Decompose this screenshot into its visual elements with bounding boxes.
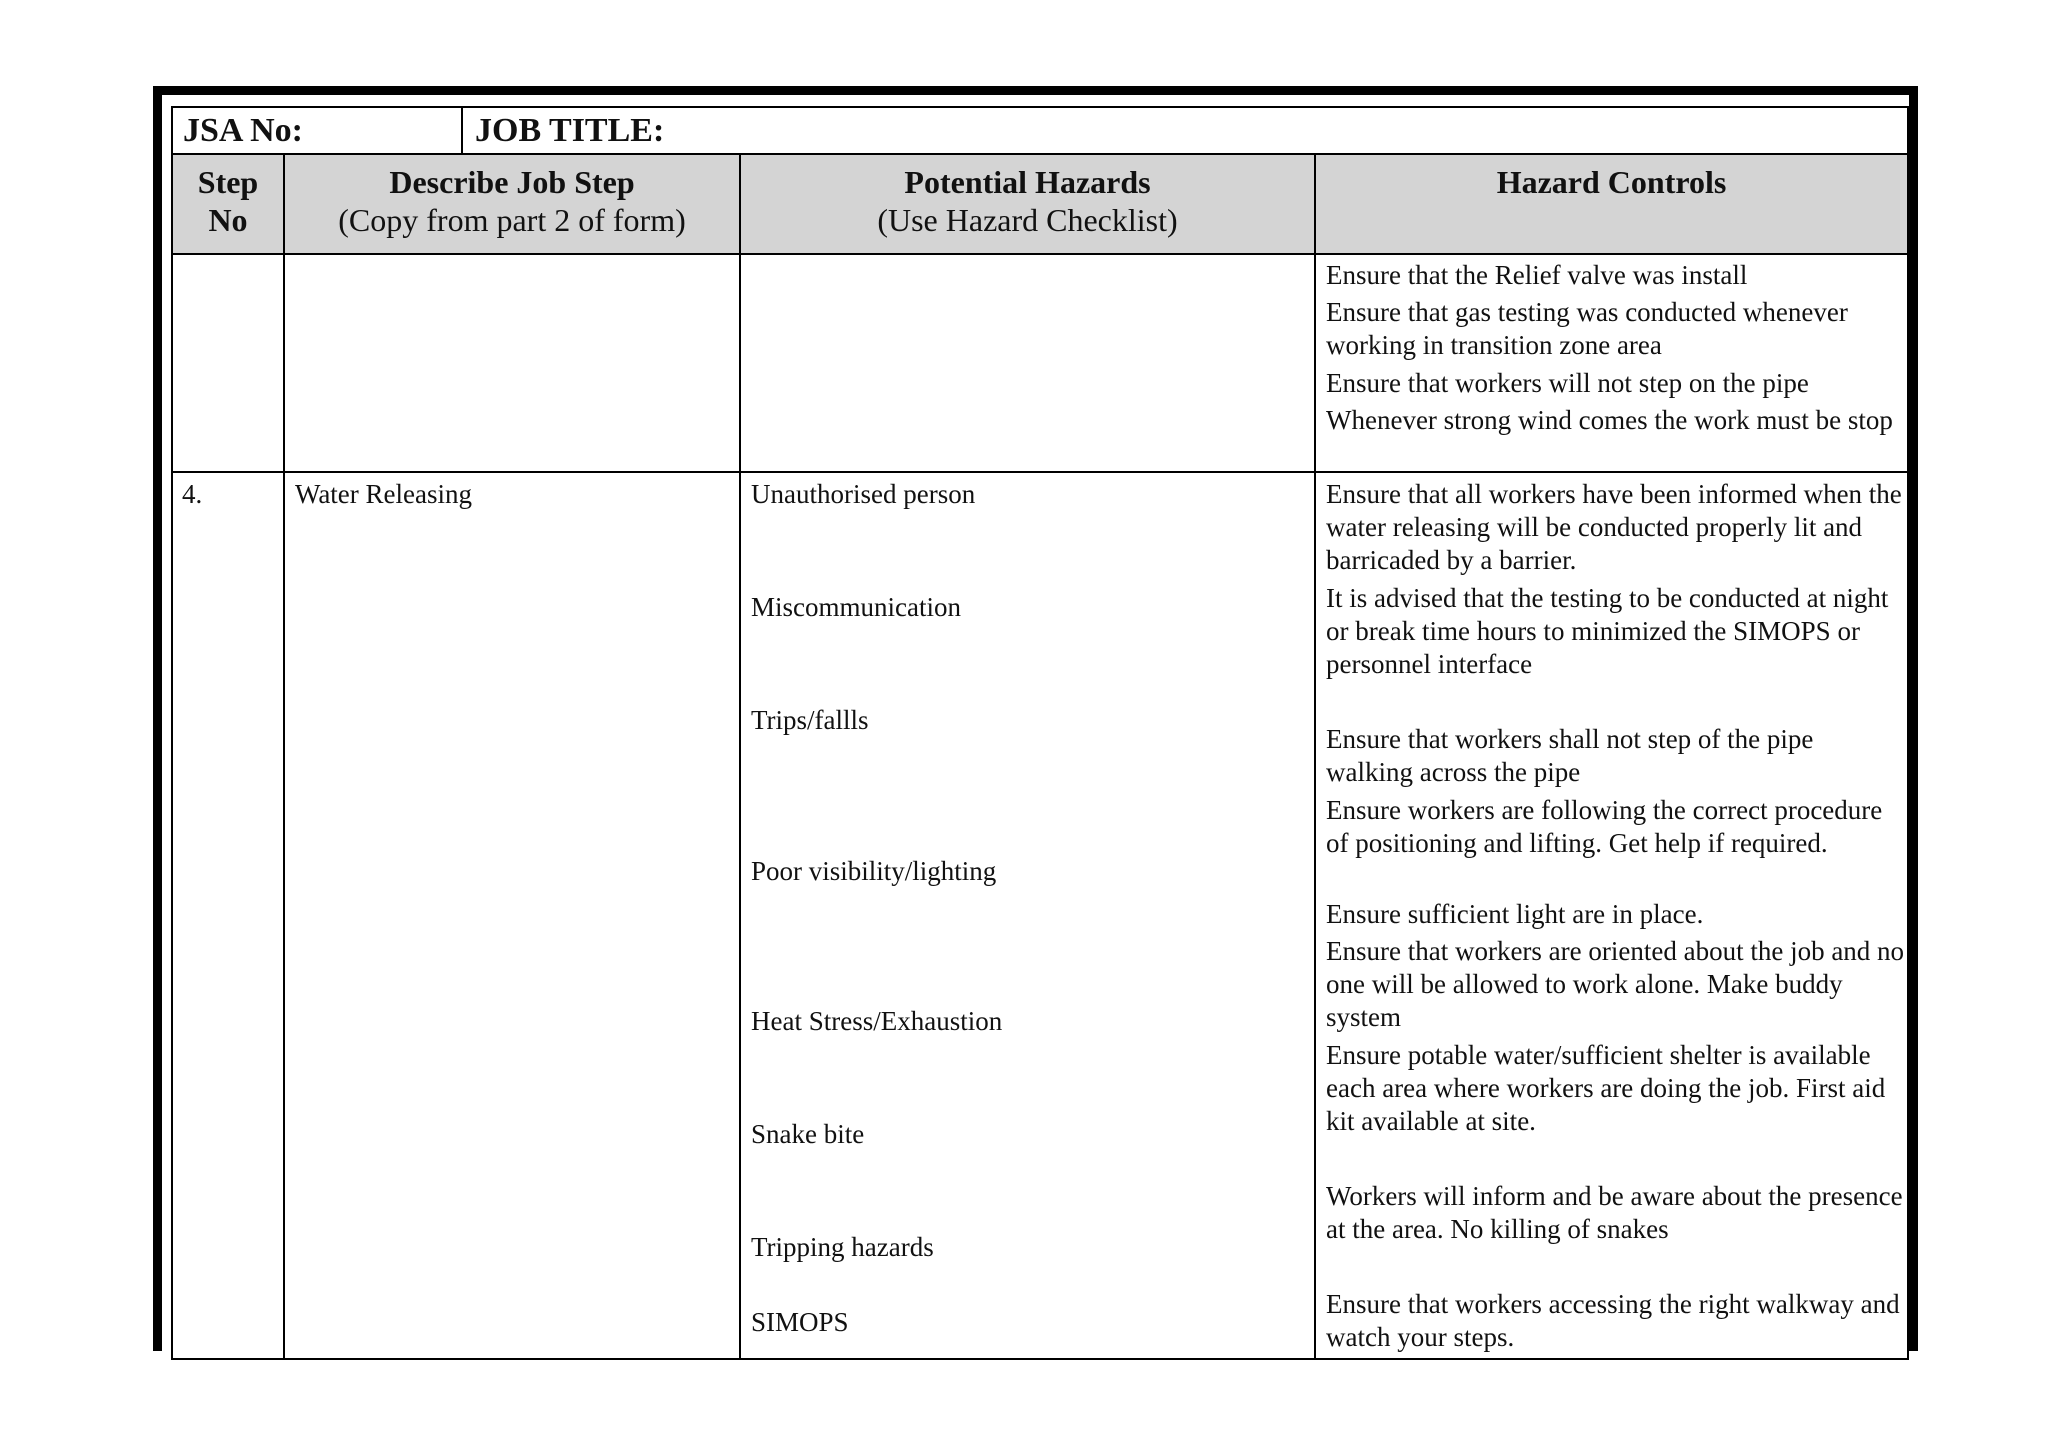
control-text: Workers will inform and be aware about the presence at the area. No killing of snakes bbox=[1326, 1181, 1903, 1244]
hazard-item: Tripping hazards bbox=[751, 1232, 934, 1262]
hazard-item: Trips/fallls bbox=[751, 705, 869, 735]
control-text: Ensure that workers accessing the right walkway and watch your steps. bbox=[1326, 1289, 1900, 1352]
control-text: It is advised that the testing to be conducted at night or break time hours to minimized the SIMOPS or personnel interface bbox=[1326, 583, 1889, 679]
control-text: Ensure potable water/sufficient shelter is available each area where workers are doing the job. First aid kit available at site. bbox=[1326, 1040, 1886, 1136]
jsa-no-label: JSA No: bbox=[173, 108, 463, 153]
header-describe-job-step bbox=[283, 153, 741, 255]
header-hazards-title: Potential Hazards bbox=[904, 164, 1151, 200]
job-step-text: Water Releasing bbox=[295, 479, 473, 509]
header-hazards-sub: (Use Hazard Checklist) bbox=[877, 202, 1178, 238]
hazard-item: Heat Stress/Exhaustion bbox=[751, 1006, 1003, 1036]
row-continued-step-cell bbox=[171, 253, 285, 473]
row-4-job-step-cell bbox=[283, 471, 741, 1360]
header-hazard-controls bbox=[1314, 153, 1909, 255]
row-4-step-cell bbox=[171, 471, 285, 1360]
hazard-item: Miscommunication bbox=[751, 592, 961, 622]
row-continued-hazards-cell bbox=[739, 253, 1316, 473]
header-potential-hazards bbox=[739, 153, 1316, 255]
hazard-item: Snake bite bbox=[751, 1119, 865, 1149]
control-text: Ensure that gas testing was conducted whenever working in transition zone area bbox=[1326, 297, 1848, 360]
control-text: Whenever strong wind comes the work must be stop bbox=[1326, 405, 1893, 435]
header-step-no bbox=[171, 153, 285, 255]
control-text: Ensure that workers are oriented about the job and no one will be allowed to work alone. Make buddy system bbox=[1326, 936, 1905, 1032]
control-text: Ensure that all workers have been informed when the water releasing will be conducted properly lit and barricaded by a barrier. bbox=[1326, 479, 1902, 575]
jsa-form-sheet bbox=[153, 86, 1918, 1351]
hazard-item: Unauthorised person bbox=[751, 479, 976, 509]
step-number: 4. bbox=[182, 479, 203, 509]
hazard-item: Poor visibility/lighting bbox=[751, 856, 997, 886]
row-continued-job-step-cell bbox=[283, 253, 741, 473]
control-text: Ensure workers are following the correct procedure of positioning and lifting. Get help if required. bbox=[1326, 795, 1883, 858]
header-controls-title: Hazard Controls bbox=[1496, 164, 1727, 200]
job-title-label: JOB TITLE: bbox=[475, 112, 665, 149]
hazard-item: SIMOPS bbox=[751, 1307, 849, 1337]
control-text: Ensure that workers will not step on the pipe bbox=[1326, 368, 1809, 398]
form-title-bar bbox=[171, 106, 1909, 155]
control-text: Ensure that the Relief valve was install bbox=[1326, 260, 1748, 290]
header-step-sub: No bbox=[208, 202, 248, 238]
control-text: Ensure sufficient light are in place. bbox=[1326, 899, 1704, 929]
header-describe-title: Describe Job Step bbox=[389, 164, 635, 200]
header-step-title: Step bbox=[197, 164, 259, 200]
header-describe-sub: (Copy from part 2 of form) bbox=[338, 202, 686, 238]
control-text: Ensure that workers shall not step of the pipe walking across the pipe bbox=[1326, 724, 1814, 787]
